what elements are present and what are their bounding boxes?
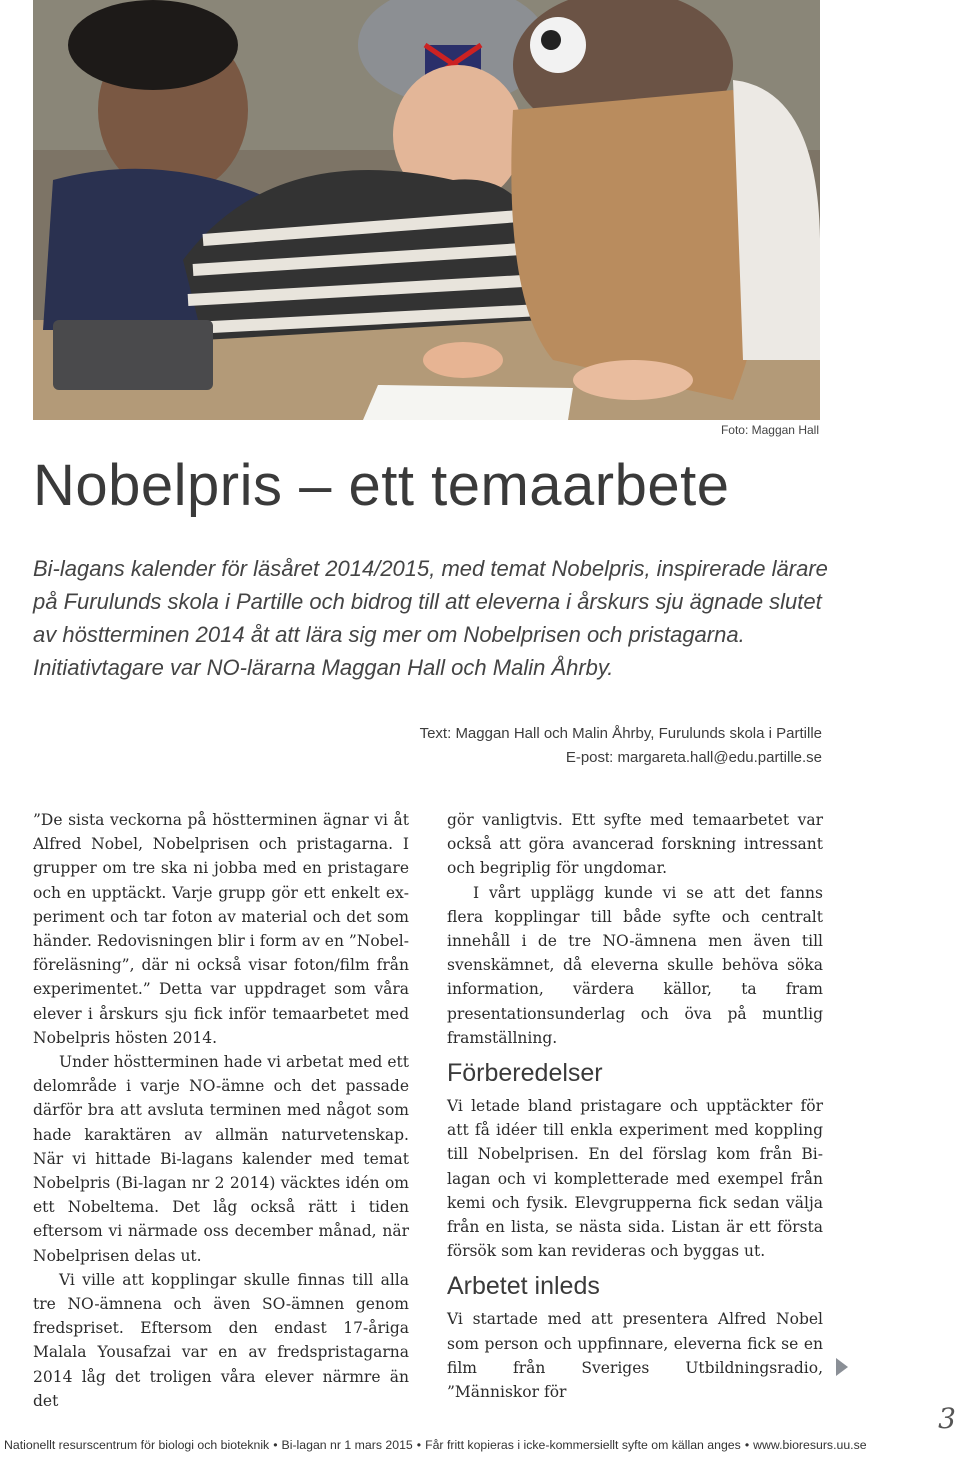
- paragraph: Vi startade med att presentera Alfred Nobel som person och uppfinnare, eleverna fick se en film från Sveriges Utbildningsradio, ”Människor för: [447, 1310, 823, 1402]
- footer-website-link[interactable]: www.bioresurs.uu.se: [753, 1438, 867, 1452]
- right-column: [447, 808, 823, 1404]
- paragraph: Under höstterminen hade vi arbetat med ett delområde i varje NO-ämne och det passade därför bra att avsluta terminen med något som hade karaktären av allmän naturvetenskap. När vi hittade Bi-lagans kalender med temat Nobelpris (Bi-lagan nr 2 2014) väcktes idén om ett Nobeltema. Det låg också rätt i tiden eftersom vi närmade oss december månad, när Nobelprisen delas ut.: [33, 1053, 409, 1265]
- left-column: [33, 808, 409, 1413]
- paragraph: gör vanligtvis. Ett syfte med temaarbetet var också att göra avancerad forskning intressant och begriplig för ungdomar.: [447, 811, 823, 878]
- article-title: Nobelpris – ett temaarbete: [33, 453, 730, 518]
- photo-image: [33, 0, 820, 420]
- paragraph: I vårt upplägg kunde vi se att det fanns flera kopplingar till både syfte och centralt innehåll i de tre NO-ämnena men även till svenskämnet, då eleverna skulle behöva söka information, värdera källor, ta fram presentationsunderlag och öva på muntlig framställning.: [447, 883, 823, 1047]
- byline-authors: Text: Maggan Hall och Malin Åhrby, Furulunds skola i Partille: [419, 725, 822, 742]
- page-footer: [4, 1438, 956, 1452]
- footer-organization: Nationellt resurscentrum för biologi och bioteknik: [4, 1438, 270, 1452]
- footer-issue: Bi-lagan nr 1 mars 2015: [281, 1438, 413, 1452]
- photo-credit: Foto: Maggan Hall: [720, 423, 819, 437]
- section-heading-preparations: Förberedelser: [447, 1059, 603, 1088]
- byline-email[interactable]: E-post: margareta.hall@edu.partille.se: [565, 749, 822, 766]
- article-lead: Bi-lagans kalender för läsåret 2014/2015, med temat Nobelpris, inspirerade lärare på Furulunds skola i Partille och bidrog till att eleverna i årskurs sju ägnade slutet av höstterminen 2014 åt att lära sig mer om Nobelprisen och pristagarna. Initiativtagare var NO-lärarna Maggan Hall och Malin Åhrby.: [33, 556, 828, 680]
- section-heading-work-begins: Arbetet inleds: [447, 1272, 600, 1301]
- article-photo: [33, 0, 820, 420]
- paragraph: Vi ville att kopplingar skulle finnas till alla tre NO-ämnena och även SO-ämnen genom fredspriset. Eftersom den endast 17-åriga Malala Yousafzai var en av fredspristagarna 2014 låg det troligen våra elever närmre än det: [33, 1270, 409, 1410]
- paragraph: ”De sista veckorna på höstterminen ägnar vi åt Alfred Nobel, Nobelprisen och pristagarna. I grupper om tre ska ni jobba med en pristagare och en upptäckt. Varje grupp gör ett enkelt experiment och tar foton av material och det som händer. Redovisningen blir i form av en ”Nobelföreläsning”, där ni också visar foton/film från experimentet.” Detta var uppdraget som våra elever i årskurs sju fick inför temaarbetet med Nobelpris hösten 2014.: [33, 811, 409, 1047]
- footer-separator: •: [416, 1438, 422, 1452]
- footer-separator: •: [744, 1438, 750, 1452]
- page-number: 3: [938, 1402, 956, 1435]
- arrow-right-icon: [836, 1358, 848, 1376]
- byline: [420, 722, 822, 770]
- footer-copy-note: Får fritt kopieras i icke-kommersiellt syfte om källan anges: [425, 1438, 741, 1452]
- paragraph: Vi letade bland pristagare och upptäckter för att få idéer till enkla experiment med koppling till Nobelprisen. En del förslag kom från Bilagan och vi kompletterade med exempel från kemi och fysik. Elevgrupperna fick sedan välja från en lista, se nästa sida. Listan är ett första försök som kan revideras och byggas ut.: [447, 1097, 823, 1261]
- footer-separator: •: [273, 1438, 278, 1452]
